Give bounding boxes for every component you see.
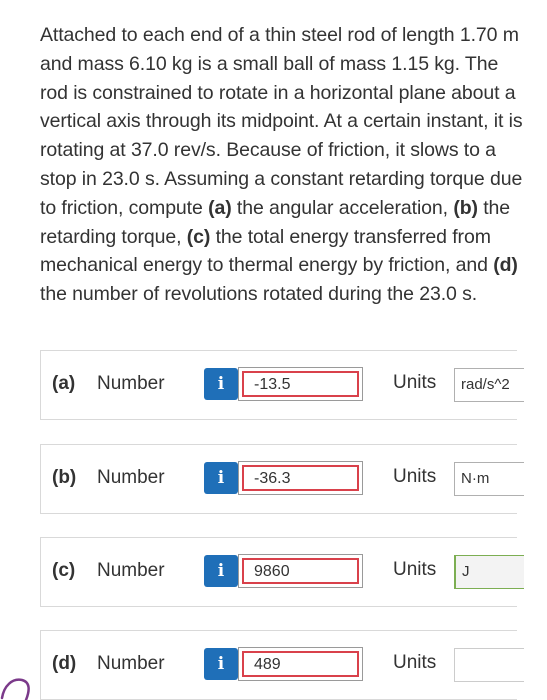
units-label: Units bbox=[393, 466, 437, 487]
units-select-d[interactable] bbox=[454, 648, 524, 682]
units-label: Units bbox=[393, 652, 437, 673]
problem-text: the number of revolutions rotated during the 23.0 s. bbox=[40, 283, 478, 306]
answer-row-c bbox=[40, 537, 517, 607]
part-c-label: (c) bbox=[186, 225, 211, 248]
number-label: Number bbox=[97, 560, 165, 581]
problem-text: the angular acceleration, bbox=[231, 196, 454, 219]
answer-input-a[interactable] bbox=[238, 367, 363, 401]
answer-value[interactable]: -36.3 bbox=[242, 465, 359, 491]
part-label: (b) bbox=[52, 467, 77, 488]
part-label: (c) bbox=[52, 560, 76, 581]
problem-statement bbox=[40, 21, 530, 309]
problem-text: Attached to each end of a thin steel rod of length 1.70 m and mass 6.10 kg is a small ball of mass 1.15 kg. The rod is constrained to rotate in a horizontal plane about a vertical axis through its midpoint. At a certain instant, it is rotating at 37.0 rev/s. Because of friction, it slows to a stop in 23.0 s. Assuming a constant retarding torque due to friction, compute bbox=[40, 24, 523, 219]
answer-value[interactable]: 9860 bbox=[242, 558, 359, 584]
units-label: Units bbox=[393, 372, 437, 393]
number-label: Number bbox=[97, 653, 165, 674]
answer-row-a bbox=[40, 350, 517, 420]
info-icon[interactable]: i bbox=[204, 555, 238, 587]
answer-input-b[interactable] bbox=[238, 461, 363, 495]
part-a-label: (a) bbox=[208, 196, 232, 219]
answer-row-d bbox=[40, 630, 517, 700]
info-icon[interactable]: i bbox=[204, 368, 238, 400]
part-d-label: (d) bbox=[493, 254, 518, 277]
units-select-b[interactable]: N·m bbox=[454, 462, 524, 496]
part-label: (a) bbox=[52, 373, 76, 394]
answer-input-d[interactable] bbox=[238, 647, 363, 681]
problem-text: the total energy transferred from mechanical energy to thermal energy by friction, and bbox=[40, 225, 494, 277]
answer-value[interactable]: 489 bbox=[242, 651, 359, 677]
number-label: Number bbox=[97, 467, 165, 488]
answer-input-c[interactable] bbox=[238, 554, 363, 588]
pen-scribble-icon bbox=[0, 668, 40, 700]
problem-text: the retarding torque, bbox=[40, 196, 511, 248]
answer-value[interactable]: -13.5 bbox=[242, 371, 359, 397]
info-icon[interactable]: i bbox=[204, 462, 238, 494]
units-select-c[interactable]: J bbox=[454, 555, 524, 589]
answer-row-b bbox=[40, 444, 517, 514]
number-label: Number bbox=[97, 373, 165, 394]
part-label: (d) bbox=[52, 653, 77, 674]
units-select-a[interactable]: rad/s^2 bbox=[454, 368, 524, 402]
part-b-label: (b) bbox=[453, 196, 478, 219]
info-icon[interactable]: i bbox=[204, 648, 238, 680]
units-label: Units bbox=[393, 559, 437, 580]
